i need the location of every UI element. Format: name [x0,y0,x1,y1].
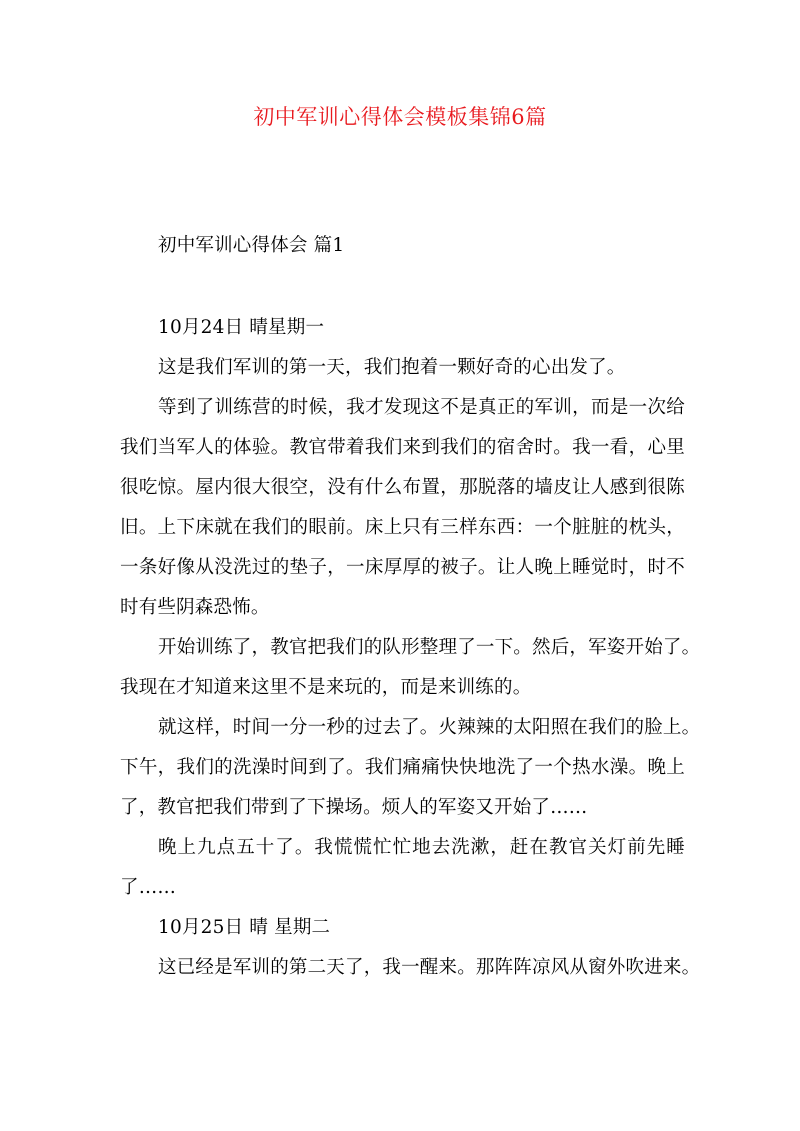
spacer [120,266,685,308]
paragraph-line: 就这样，时间一分一秒的过去了。火辣辣的太阳照在我们的脸上。 [158,717,701,738]
paragraph-line: 时有些阴森恐怖。 [120,597,270,618]
paragraph-line: 我现在才知道来这里不是来玩的，而是来训练的。 [120,677,532,698]
paragraph-line: 旧。上下床就在我们的眼前。床上只有三样东西：一个脏脏的枕头， [120,517,685,538]
section-heading: 初中军训心得体会 篇1 [158,235,345,256]
paragraph-line: 这是我们军训的第一天，我们抱着一颗好奇的心出发了。 [158,357,626,378]
diary-date: 10月25日 晴 星期二 [158,917,331,938]
paragraph-line: 下午，我们的洗澡时间到了。我们痛痛快快地洗了一个热水澡。晚上 [120,757,685,778]
paragraph-line: 晚上九点五十了。我慌慌忙忙地去洗漱，赶在教官关灯前先睡 [158,837,685,858]
paragraph-line: 一条好像从没洗过的垫子，一床厚厚的被子。让人晚上睡觉时，时不 [120,557,685,578]
paragraph-line: 等到了训练营的时候，我才发现这不是真正的军训，而是一次给 [158,397,685,418]
document-title: 初中军训心得体会模板集锦6篇 [253,105,547,129]
paragraph-line: 了…… [120,877,177,898]
diary-date: 10月24日 晴星期一 [158,317,325,338]
paragraph-line: 开始训练了，教官把我们的队形整理了一下。然后，军姿开始了。 [158,637,701,658]
paragraph-line: 很吃惊。屋内很大很空，没有什么布置，那脱落的墙皮让人感到很陈 [120,477,685,498]
document-body [120,226,701,988]
paragraph-line: 这已经是军训的第二天了，我一醒来。那阵阵凉风从窗外吹进来。 [158,957,701,978]
paragraph-line: 了，教官把我们带到了下操场。烦人的军姿又开始了…… [120,797,588,818]
paragraph-line: 我们当军人的体验。教官带着我们来到我们的宿舍时。我一看，心里 [120,437,685,458]
